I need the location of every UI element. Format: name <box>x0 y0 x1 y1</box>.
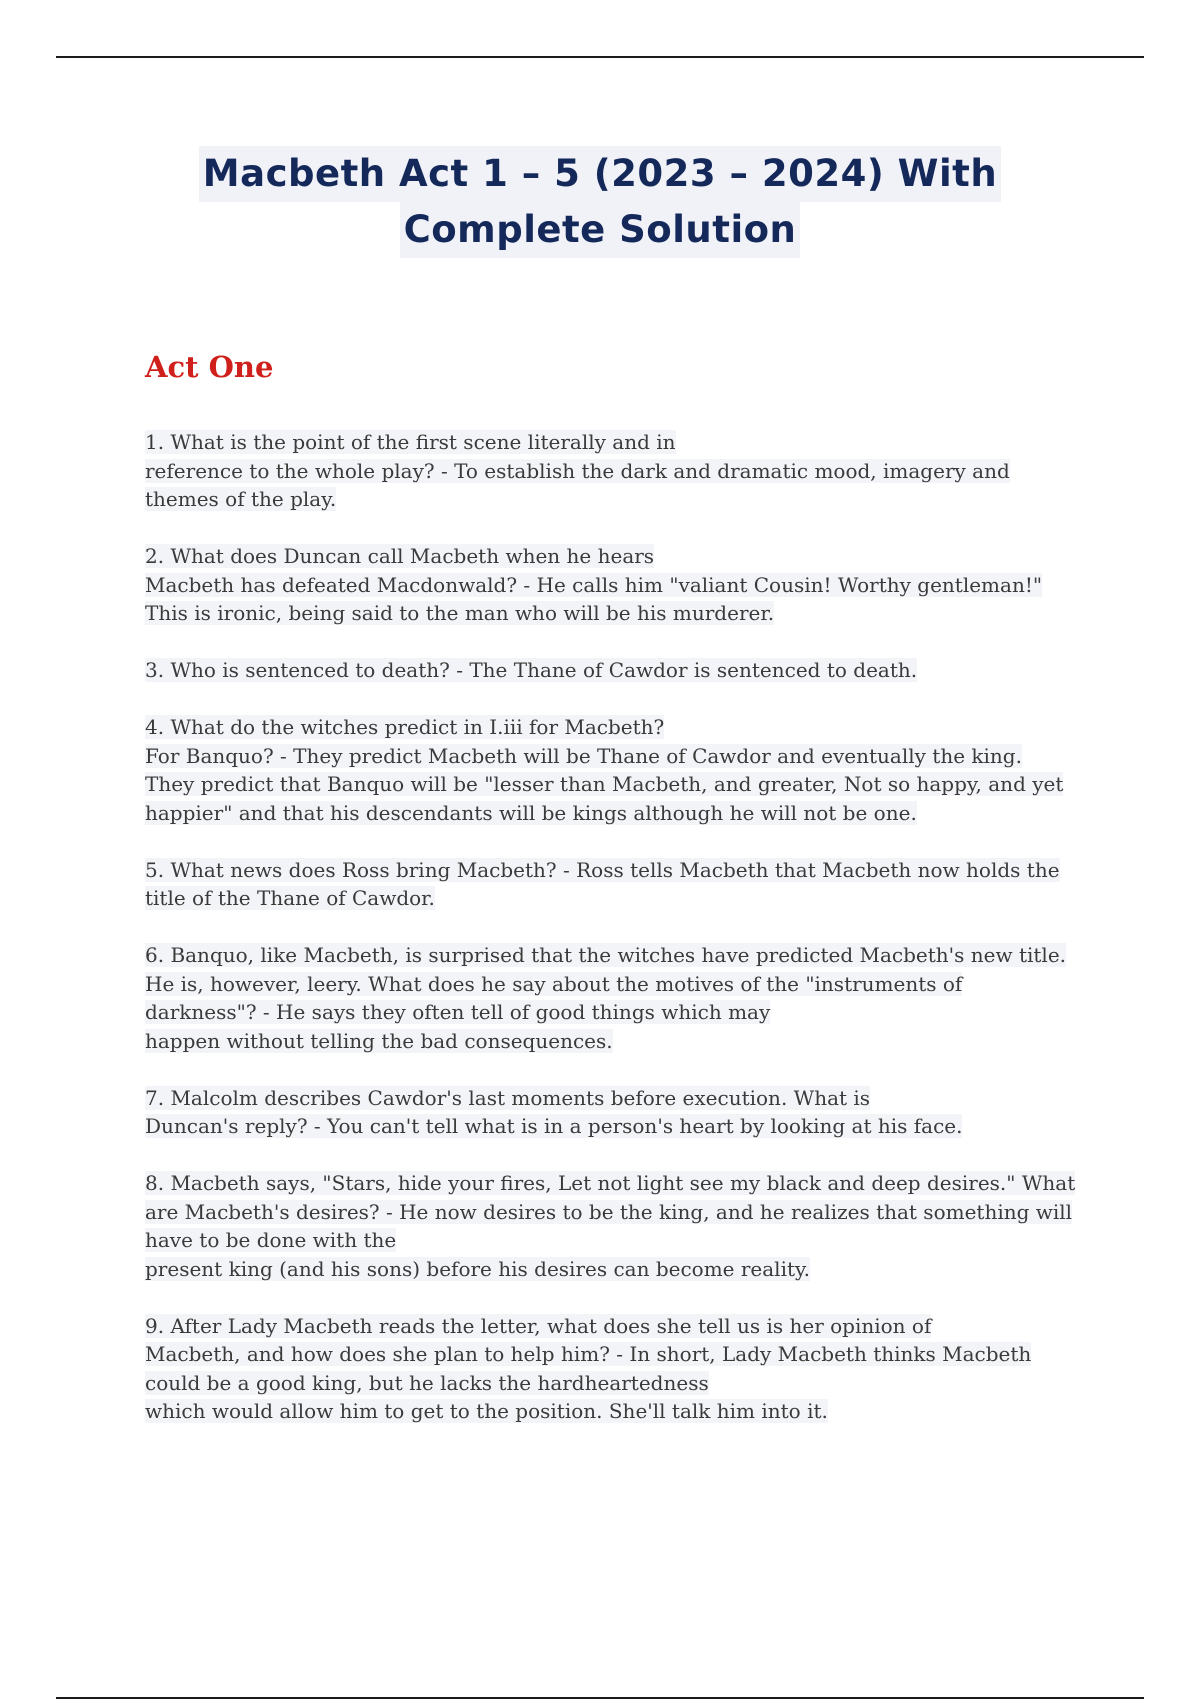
question-line: This is ironic, being said to the man who will be his murderer. <box>145 601 775 625</box>
question-line: 4. What do the witches predict in I.iii for Macbeth? <box>145 715 665 739</box>
question-line: Macbeth has defeated Macdonwald? - He calls him "valiant Cousin! Worthy gentleman!" <box>145 572 1043 597</box>
title-line-1: Macbeth Act 1 – 5 (2023 – 2024) With <box>199 146 1001 202</box>
question-line: He is, however, leery. What does he say about the motives of the "instruments of <box>145 971 963 996</box>
question-line: 2. What does Duncan call Macbeth when he hears <box>145 544 655 568</box>
question-line: are Macbeth's desires? - He now desires to be the king, and he realizes that something will <box>145 1199 1073 1224</box>
question-line: 8. Macbeth says, "Stars, hide your fires, Let not light see my black and deep desires." What <box>145 1171 1076 1195</box>
question-line: 1. What is the point of the first scene literally and in <box>145 430 676 454</box>
document-title <box>100 146 1100 258</box>
question-line: which would allow him to get to the position. She'll talk him into it. <box>145 1399 828 1423</box>
question-line: darkness"? - He says they often tell of good things which may <box>145 1000 771 1024</box>
question-line: could be a good king, but he lacks the hardheartedness <box>145 1370 709 1395</box>
section-heading-act-one: Act One <box>145 350 274 384</box>
question-line: For Banquo? - They predict Macbeth will be Thane of Cawdor and eventually the king. <box>145 743 1022 768</box>
question-line: They predict that Banquo will be "lesser than Macbeth, and greater, Not so happy, and yet <box>145 772 1064 796</box>
question-line: 7. Malcolm describes Cawdor's last moments before execution. What is <box>145 1085 871 1110</box>
question-8 <box>145 1169 1075 1283</box>
question-line: happen without telling the bad consequences. <box>145 1028 613 1053</box>
question-line: 9. After Lady Macbeth reads the letter, what does she tell us is her opinion of <box>145 1313 932 1338</box>
question-line: title of the Thane of Cawdor. <box>145 886 435 910</box>
question-list <box>145 428 1075 1454</box>
question-3 <box>145 656 1075 685</box>
title-line-2: Complete Solution <box>400 202 801 258</box>
question-line: 6. Banquo, like Macbeth, is surprised that the witches have predicted Macbeth's new title. <box>145 943 1067 967</box>
question-line: 5. What news does Ross bring Macbeth? - Ross tells Macbeth that Macbeth now holds the <box>145 857 1060 882</box>
bottom-rule <box>56 1697 1144 1699</box>
question-4 <box>145 713 1075 827</box>
question-5 <box>145 856 1075 913</box>
question-9 <box>145 1312 1075 1426</box>
question-6 <box>145 941 1075 1055</box>
question-1 <box>145 428 1075 514</box>
question-line: present king (and his sons) before his desires can become reality. <box>145 1256 811 1281</box>
question-line: Duncan's reply? - You can't tell what is in a person's heart by looking at his face. <box>145 1114 963 1138</box>
question-line: happier" and that his descendants will be kings although he will not be one. <box>145 800 917 825</box>
question-line: have to be done with the <box>145 1228 397 1252</box>
question-line: themes of the play. <box>145 487 337 511</box>
question-line: 3. Who is sentenced to death? - The Thane of Cawdor is sentenced to death. <box>145 658 918 682</box>
question-line: Macbeth, and how does she plan to help him? - In short, Lady Macbeth thinks Macbeth <box>145 1342 1032 1366</box>
question-2 <box>145 542 1075 628</box>
top-rule <box>56 56 1144 58</box>
question-7 <box>145 1084 1075 1141</box>
question-line: reference to the whole play? - To establish the dark and dramatic mood, imagery and <box>145 458 1010 483</box>
